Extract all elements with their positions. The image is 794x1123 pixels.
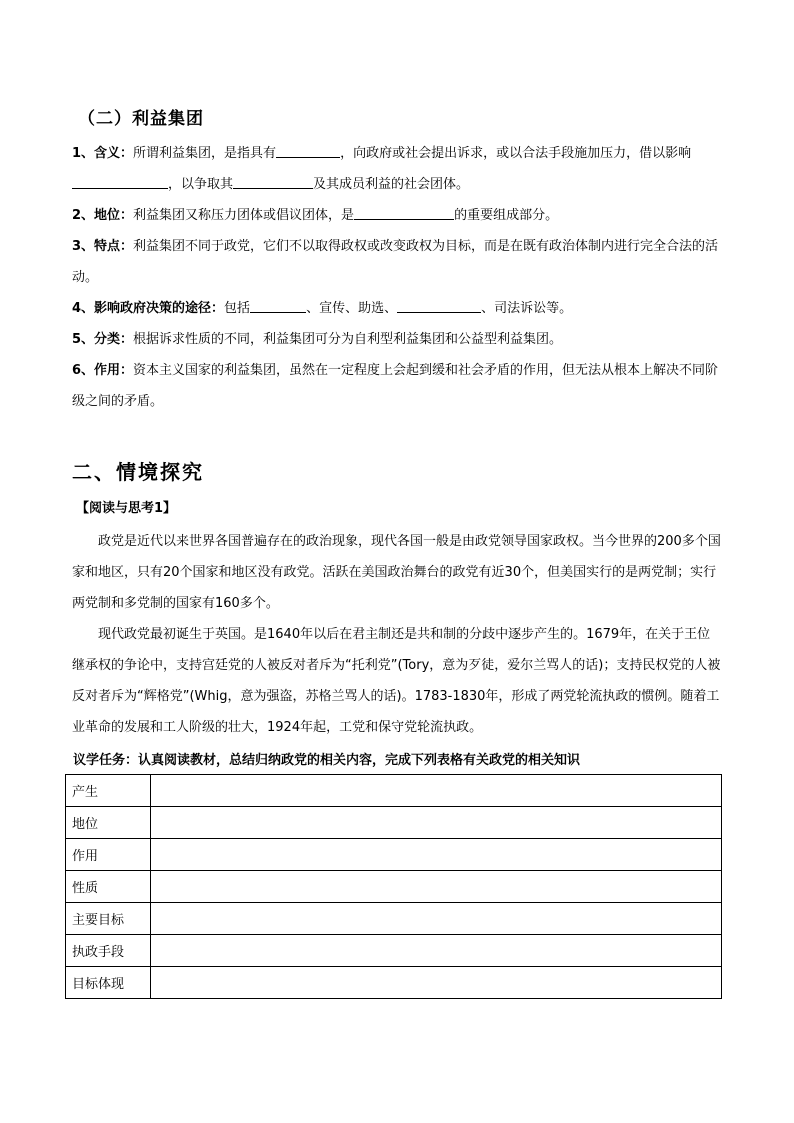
table-row (66, 807, 722, 839)
table-row (66, 871, 722, 903)
row-label: 主要目标 (66, 903, 151, 935)
table-row (66, 903, 722, 935)
classification-item: 5、分类：根据诉求性质的不同，利益集团可分为自利型利益集团和公益型利益集团。 (72, 332, 563, 347)
row-label: 产生 (66, 775, 151, 807)
party-knowledge-table (65, 774, 722, 999)
answer-cell[interactable] (151, 935, 722, 967)
answer-cell[interactable] (151, 871, 722, 903)
table-row (66, 935, 722, 967)
table-row (66, 967, 722, 999)
fill-blank[interactable] (250, 298, 306, 313)
reading-paragraph: 政党是近代以来世界各国普遍存在的政治现象，现代各国一般是由政党领导国家政权。当今世界的200多个国家和地区，只有20个国家和地区没有政党。活跃在美国政治舞台的政党有近30个，但美国实行的是两党制；实行两党制和多党制的国家有160多个。 (72, 534, 721, 611)
answer-cell[interactable] (151, 807, 722, 839)
fill-blank[interactable] (233, 174, 313, 189)
row-label: 地位 (66, 807, 151, 839)
task-instruction: 议学任务：认真阅读教材，总结归纳政党的相关内容，完成下列表格有关政党的相关知识 (73, 753, 581, 768)
fill-blank[interactable] (276, 143, 340, 158)
status-item: 2、地位：利益集团又称压力团体或倡议团体，是 的重要组成部分。 (72, 200, 728, 231)
function-item: 6、作用：资本主义国家的利益集团，虽然在一定程度上会起到缓和社会矛盾的作用，但无法从根本上解决不同阶级之间的矛盾。 (72, 363, 719, 409)
interest-groups-heading: （二）利益集团 (78, 109, 204, 129)
fill-blank[interactable] (397, 298, 481, 313)
answer-cell[interactable] (151, 839, 722, 871)
reading-title: 【阅读与思考1】 (76, 501, 177, 516)
answer-cell[interactable] (151, 903, 722, 935)
row-label: 性质 (66, 871, 151, 903)
answer-cell[interactable] (151, 775, 722, 807)
reading-paragraph: 现代政党最初诞生于英国。是1640年以后在君主制还是共和制的分歧中逐步产生的。1679年，在关于王位继承权的争论中，支持宫廷党的人被反对者斥为“托利党”(Tory，意为歹徒，爱尔兰骂人的话)；支持民权党的人被反对者斥为“辉格党”(Whig，意为强盗，苏格兰骂人的话)。1783-1830年，形成了两党轮流执政的惯例。随着工业革命的发展和工人阶级的壮大，1924年起，工党和保守党轮流执政。 (72, 627, 721, 735)
definition-item: 1、含义：所谓利益集团，是指具有 ，向政府或社会提出诉求，或以合法手段施加压力，借以影响，以争取其 及其成员利益的社会团体。 (72, 138, 728, 200)
fill-blank[interactable] (72, 174, 168, 189)
table-row (66, 839, 722, 871)
scenario-heading: 二、情境探究 (72, 460, 204, 484)
row-label: 执政手段 (66, 935, 151, 967)
row-label: 目标体现 (66, 967, 151, 999)
influence-channels-item: 4、影响政府决策的途径：包括 、宣传、助选、 、司法诉讼等。 (72, 293, 728, 324)
features-item: 3、特点：利益集团不同于政党，它们不以取得政权或改变政权为目标，而是在既有政治体制内进行完全合法的活动。 (72, 239, 719, 285)
row-label: 作用 (66, 839, 151, 871)
fill-blank[interactable] (354, 205, 454, 220)
answer-cell[interactable] (151, 967, 722, 999)
table-row (66, 775, 722, 807)
